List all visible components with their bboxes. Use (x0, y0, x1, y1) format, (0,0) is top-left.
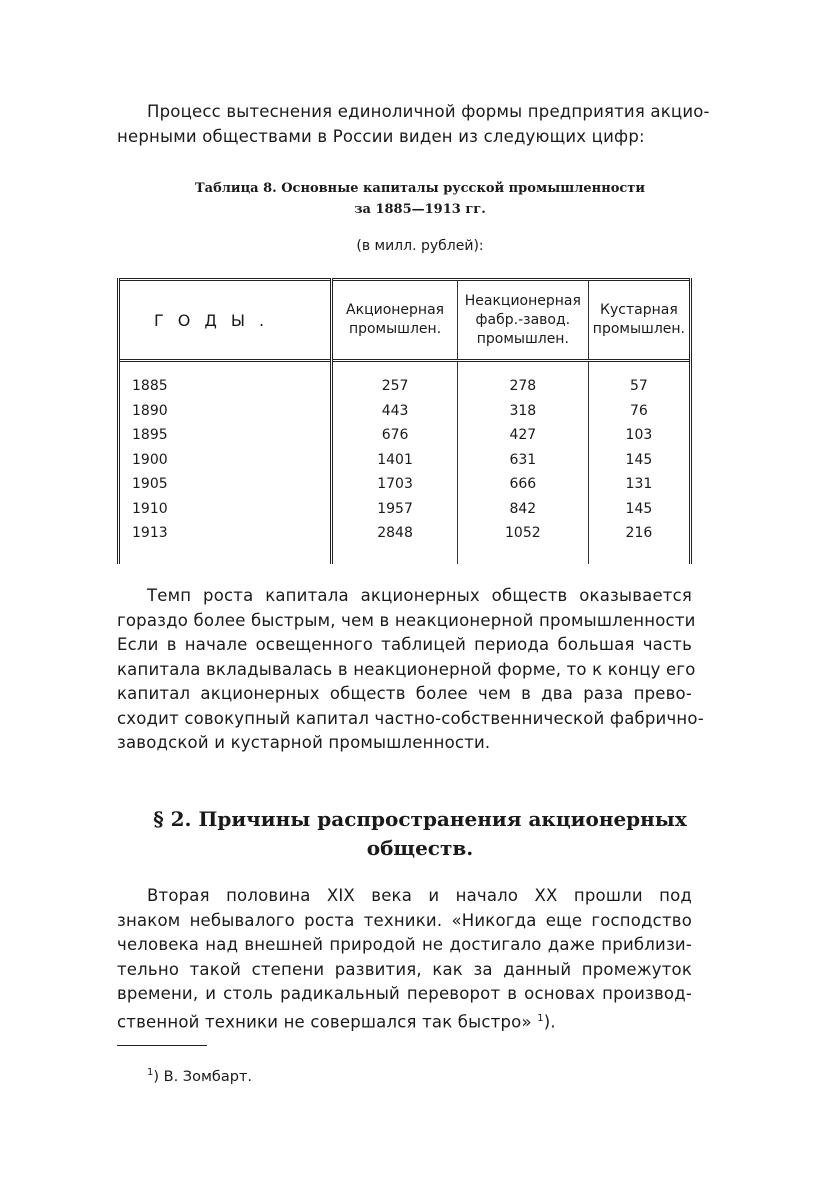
table-row (119, 423, 691, 448)
cell-joint: 257 (332, 361, 458, 399)
table-row (119, 399, 691, 424)
cell-nonjoint: 427 (457, 423, 588, 448)
cell-joint: 676 (332, 423, 458, 448)
cell-nonjoint: 666 (457, 472, 588, 497)
tech-line-6 (117, 1007, 692, 1035)
growth-line-7: заводской и кустарной промышленности. (117, 733, 491, 752)
header-craft (588, 280, 690, 361)
cell-year: 1910 (119, 497, 332, 522)
cell-year: 1900 (119, 448, 332, 473)
footnote-text: ) В. Зомбарт. (153, 1068, 253, 1085)
footnote-reference: 1 (537, 1012, 544, 1024)
header-non-joint-line-1: Неакционерная (464, 292, 581, 309)
table-caption-line-1: Таблица 8. Основные капиталы русской промышленности (195, 181, 645, 196)
intro-line-1: Процесс вытеснения единоличной формы предприятия акцио- (147, 102, 710, 121)
header-craft-line-2: промышлен. (592, 321, 685, 337)
growth-line-2: гораздо более быстрым, чем в неакционерной промышленности (117, 610, 696, 630)
growth-line-3: Если в начале освещенного таблицей периода большая часть (117, 635, 692, 654)
footnote-mark: 1 (147, 1067, 154, 1078)
cell-joint: 1703 (332, 472, 458, 497)
cell-craft: 131 (588, 472, 690, 497)
tech-line-6-text: ственной техники не совершался так быстро» (117, 1012, 532, 1031)
cell-nonjoint: 631 (457, 448, 588, 473)
cell-joint: 1957 (332, 497, 458, 522)
cell-craft: 103 (588, 423, 690, 448)
tech-line-1: Вторая половина XIX века и начало XX прошли под (147, 886, 692, 905)
table-spacer-row (119, 546, 691, 564)
cell-joint: 443 (332, 399, 458, 424)
table-row (119, 472, 691, 497)
cell-year: 1905 (119, 472, 332, 497)
header-craft-line-1: Кустарная (600, 302, 678, 318)
cell-year: 1890 (119, 399, 332, 424)
footnote (147, 1067, 252, 1085)
cell-craft: 145 (588, 448, 690, 473)
table-row (119, 521, 691, 546)
section-heading-line-2: обществ. (366, 836, 474, 860)
growth-line-5: капитал акционерных обществ более чем в два раза прево- (117, 684, 692, 703)
cell-craft: 57 (588, 361, 690, 399)
header-non-joint-line-2: фабр.-завод. (475, 311, 571, 328)
table-caption-line-2: за 1885—1913 гг. (354, 202, 486, 217)
tech-line-4: тельно такой степени развития, как за данный промежуток (117, 959, 692, 979)
growth-line-6: сходит совокупный капитал частно-собственнической фабрично- (117, 708, 704, 728)
cell-year: 1885 (119, 361, 332, 399)
cell-craft: 145 (588, 497, 690, 522)
header-years: ГОДЫ. (119, 280, 332, 361)
header-joint-stock (332, 280, 458, 361)
growth-line-1: Темп роста капитала акционерных обществ оказывается (147, 586, 692, 605)
intro-line-2: нерными обществами в России виден из следующих цифр: (117, 126, 645, 146)
tech-line-2: знаком небывалого роста техники. «Никогда еще господство (117, 910, 692, 930)
header-joint-stock-line-2: промышлен. (348, 321, 442, 337)
cell-joint: 1401 (332, 448, 458, 473)
tech-line-5: времени, и столь радикальный переворот в основах производ- (117, 984, 692, 1003)
cell-nonjoint: 318 (457, 399, 588, 424)
table-unit-note: (в милл. рублей): (356, 238, 484, 254)
growth-paragraph (117, 584, 704, 756)
cell-year: 1913 (119, 521, 332, 546)
header-non-joint-line-3: промышлен. (476, 330, 569, 347)
technology-paragraph (117, 884, 692, 1035)
cell-nonjoint: 278 (457, 361, 588, 399)
tech-line-3: человека над внешней природой не достигало даже приблизи- (117, 935, 692, 954)
tech-line-6-end: ). (543, 1012, 556, 1031)
table-row (119, 448, 691, 473)
growth-line-4: капитала вкладывалась в неакционерной форме, то к концу его (117, 659, 696, 679)
section-heading-line-1: § 2. Причины распространения акционерных (153, 807, 687, 831)
table-header-row (119, 280, 691, 361)
table-row (119, 497, 691, 522)
header-joint-stock-line-1: Акционерная (346, 302, 445, 318)
cell-joint: 2848 (332, 521, 458, 546)
cell-craft: 76 (588, 399, 690, 424)
header-non-joint-stock (457, 280, 588, 361)
cell-nonjoint: 1052 (457, 521, 588, 546)
footnote-divider (117, 1045, 207, 1046)
intro-paragraph (117, 100, 710, 149)
cell-nonjoint: 842 (457, 497, 588, 522)
table-row (119, 361, 691, 399)
capital-table (117, 278, 692, 564)
cell-craft: 216 (588, 521, 690, 546)
cell-year: 1895 (119, 423, 332, 448)
